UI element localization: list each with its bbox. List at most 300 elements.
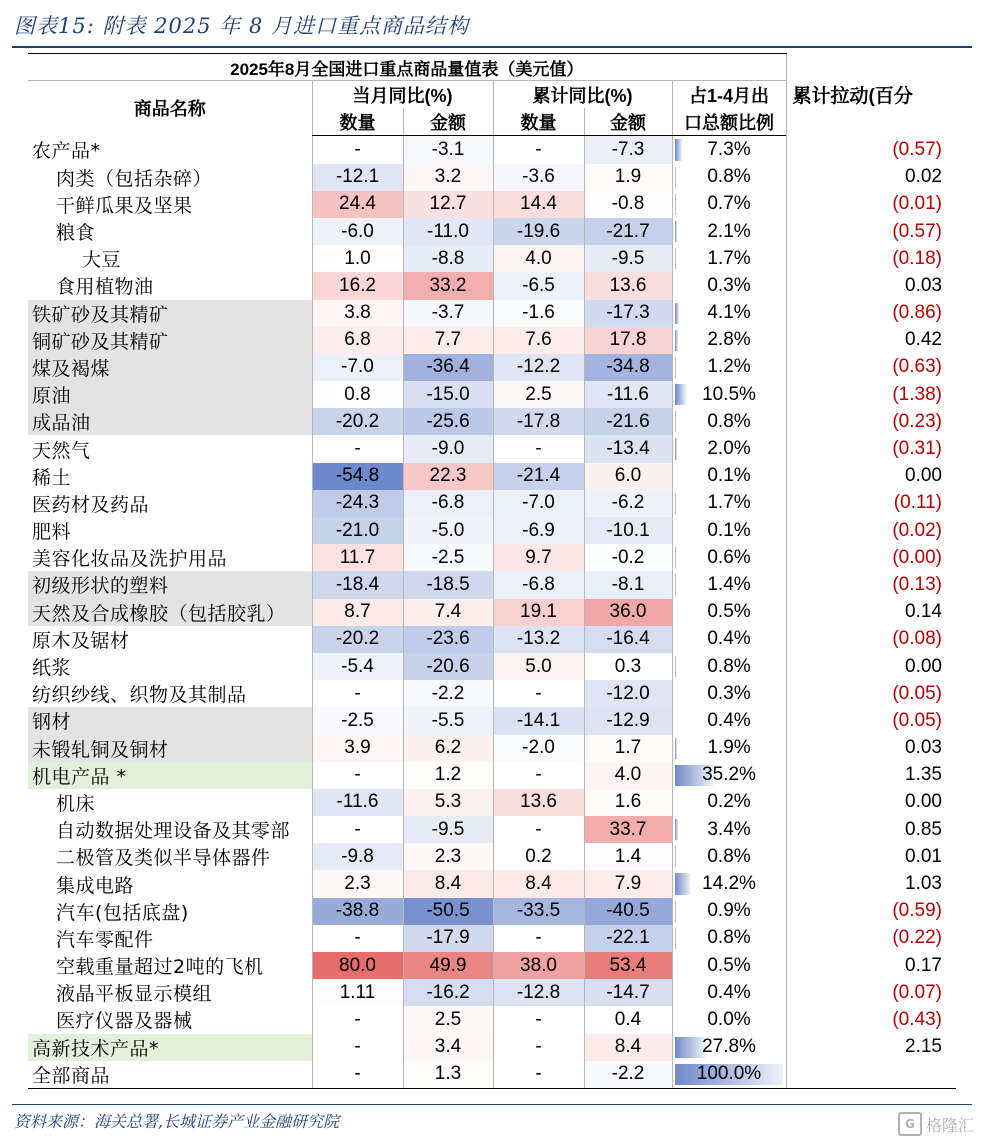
share-label: 35.2% — [702, 764, 756, 786]
row-name: 原木及锯材 — [28, 626, 312, 653]
cell-m-qty: -9.8 — [312, 843, 403, 870]
cell-share — [672, 164, 786, 191]
cell-m-qty: 24.4 — [312, 191, 403, 218]
cell-pull: (0.01) — [786, 191, 956, 218]
header-share-line1: 占1-4月出 — [672, 81, 786, 109]
table-row — [28, 191, 956, 218]
cell-share — [672, 327, 786, 354]
table-row — [28, 544, 956, 571]
cell-pull: 0.42 — [786, 327, 956, 354]
cell-share — [672, 789, 786, 816]
cell-pull: (0.11) — [786, 490, 956, 517]
row-name: 成品油 — [28, 408, 312, 435]
cell-m-qty: -24.3 — [312, 490, 403, 517]
cell-share — [672, 1034, 786, 1061]
table-row — [28, 435, 956, 462]
cell-share — [672, 1006, 786, 1033]
table-row — [28, 300, 956, 327]
share-label: 0.8% — [707, 927, 751, 949]
cell-m-amt: -17.9 — [403, 925, 493, 952]
table-row — [28, 707, 956, 734]
cell-m-amt: -18.5 — [403, 571, 493, 598]
cell-share — [672, 653, 786, 680]
share-bar — [675, 901, 676, 922]
cell-m-amt: 22.3 — [403, 463, 493, 490]
cell-m-amt: -8.8 — [403, 245, 493, 272]
table-row — [28, 979, 956, 1006]
cell-c-qty: - — [493, 680, 584, 707]
cell-c-amt: 33.7 — [584, 816, 672, 843]
cell-m-qty: 8.7 — [312, 599, 403, 626]
cell-pull: 2.15 — [786, 1034, 956, 1061]
row-name: 液晶平板显示模组 — [28, 979, 312, 1006]
cell-share — [672, 435, 786, 462]
share-label: 7.3% — [707, 138, 751, 160]
cell-m-qty: - — [312, 435, 403, 462]
table-row — [28, 816, 956, 843]
cell-c-qty: -6.5 — [493, 272, 584, 299]
cell-m-amt: -5.5 — [403, 707, 493, 734]
cell-m-amt: -9.0 — [403, 435, 493, 462]
cell-c-qty: 7.6 — [493, 327, 584, 354]
share-label: 0.8% — [707, 410, 751, 432]
cell-pull: (0.00) — [786, 544, 956, 571]
share-label: 1.9% — [707, 737, 751, 759]
share-bar — [675, 438, 677, 459]
cell-share — [672, 925, 786, 952]
share-bar — [675, 221, 677, 242]
row-name: 全部商品 — [28, 1061, 312, 1089]
table-row — [28, 762, 956, 789]
cell-c-amt: -13.4 — [584, 435, 672, 462]
share-label: 27.8% — [702, 1036, 756, 1058]
cell-pull: (0.02) — [786, 517, 956, 544]
row-name: 稀土 — [28, 463, 312, 490]
cell-pull: 0.00 — [786, 789, 956, 816]
row-name: 汽车零配件 — [28, 925, 312, 952]
cell-c-qty: - — [493, 435, 584, 462]
cell-c-amt: 1.7 — [584, 735, 672, 762]
import-goods-table — [28, 53, 956, 1089]
cell-m-amt: -5.0 — [403, 517, 493, 544]
cell-c-amt: 53.4 — [584, 952, 672, 979]
table-row — [28, 680, 956, 707]
cell-pull: (0.23) — [786, 408, 956, 435]
cell-c-amt: 8.4 — [584, 1034, 672, 1061]
cell-c-qty: -2.0 — [493, 735, 584, 762]
cell-pull: (0.22) — [786, 925, 956, 952]
cell-m-amt: 8.4 — [403, 870, 493, 897]
table-row — [28, 327, 956, 354]
share-bar — [675, 602, 676, 623]
cell-share — [672, 300, 786, 327]
header-month-qty: 数量 — [312, 108, 403, 136]
table-row — [28, 490, 956, 517]
cell-m-amt: 2.5 — [403, 1006, 493, 1033]
cell-m-amt: -15.0 — [403, 381, 493, 408]
cell-c-qty: -12.8 — [493, 979, 584, 1006]
cell-c-amt: -8.1 — [584, 571, 672, 598]
cell-c-amt: -14.7 — [584, 979, 672, 1006]
cell-pull — [786, 1061, 956, 1089]
cell-m-amt: 12.7 — [403, 191, 493, 218]
share-bar — [675, 819, 679, 840]
share-label: 2.1% — [707, 220, 751, 242]
cell-share — [672, 490, 786, 517]
table-row — [28, 925, 956, 952]
cell-share — [672, 463, 786, 490]
cell-share — [672, 952, 786, 979]
cell-c-qty: -12.2 — [493, 354, 584, 381]
share-bar — [675, 384, 686, 405]
cell-share — [672, 245, 786, 272]
share-bar — [675, 194, 676, 215]
cell-c-amt: 13.6 — [584, 272, 672, 299]
share-label: 0.8% — [707, 655, 751, 677]
cell-pull: (0.13) — [786, 571, 956, 598]
cell-c-qty: -13.2 — [493, 626, 584, 653]
share-bar — [675, 411, 676, 432]
share-label: 0.9% — [707, 900, 751, 922]
cell-share — [672, 191, 786, 218]
table-row — [28, 789, 956, 816]
share-label: 1.2% — [707, 356, 751, 378]
cell-m-qty: -5.4 — [312, 653, 403, 680]
cell-c-amt: 17.8 — [584, 327, 672, 354]
cell-c-amt: 1.6 — [584, 789, 672, 816]
cell-c-qty: -14.1 — [493, 707, 584, 734]
source-note: 资料来源：海关总署,长城证券产业金融研究院 — [14, 1112, 340, 1131]
row-name: 肉类（包括杂碎） — [28, 164, 312, 191]
cell-share — [672, 136, 786, 164]
cell-m-qty: -18.4 — [312, 571, 403, 598]
share-label: 10.5% — [702, 383, 756, 405]
cell-pull: 0.14 — [786, 599, 956, 626]
row-name: 干鲜瓜果及坚果 — [28, 191, 312, 218]
table-row — [28, 952, 956, 979]
cell-m-qty: 3.9 — [312, 735, 403, 762]
share-label: 0.8% — [707, 845, 751, 867]
cell-c-amt: -21.7 — [584, 218, 672, 245]
cell-share — [672, 354, 786, 381]
table-row — [28, 898, 956, 925]
share-bar — [675, 574, 677, 595]
cell-c-amt: -40.5 — [584, 898, 672, 925]
cell-m-amt: -3.7 — [403, 300, 493, 327]
cell-c-amt: -22.1 — [584, 925, 672, 952]
cell-m-amt: -25.6 — [403, 408, 493, 435]
cell-c-amt: 0.4 — [584, 1006, 672, 1033]
cell-pull: 0.00 — [786, 463, 956, 490]
cell-c-qty: -7.0 — [493, 490, 584, 517]
table-row — [28, 1034, 956, 1061]
share-bar — [675, 248, 677, 269]
cell-share — [672, 544, 786, 571]
cell-share — [672, 735, 786, 762]
header-cum-yoy: 累计同比(%) — [493, 81, 672, 109]
cell-pull: 1.03 — [786, 870, 956, 897]
share-label: 100.0% — [696, 1063, 762, 1085]
cell-c-qty: -21.4 — [493, 463, 584, 490]
cell-m-amt: 2.3 — [403, 843, 493, 870]
header-month-yoy: 当月同比(%) — [312, 81, 493, 109]
table-row — [28, 517, 956, 544]
table-row — [28, 164, 956, 191]
cell-c-qty: 2.5 — [493, 381, 584, 408]
share-label: 2.0% — [707, 438, 751, 460]
cell-m-amt: -2.5 — [403, 544, 493, 571]
cell-m-amt: -20.6 — [403, 653, 493, 680]
cell-c-amt: -10.1 — [584, 517, 672, 544]
share-bar — [675, 357, 676, 378]
cell-c-qty: 4.0 — [493, 245, 584, 272]
row-name: 天然气 — [28, 435, 312, 462]
row-name: 自动数据处理设备及其零部 — [28, 816, 312, 843]
cell-m-qty: -38.8 — [312, 898, 403, 925]
cell-c-amt: 4.0 — [584, 762, 672, 789]
cell-m-amt: -3.1 — [403, 136, 493, 164]
cell-m-qty: 6.8 — [312, 327, 403, 354]
cell-c-amt: -21.6 — [584, 408, 672, 435]
share-label: 0.3% — [707, 274, 751, 296]
cell-m-qty: 11.7 — [312, 544, 403, 571]
cell-c-qty: - — [493, 1006, 584, 1033]
share-bar — [675, 167, 676, 188]
table-row — [28, 599, 956, 626]
share-label: 0.4% — [707, 981, 751, 1003]
cell-pull: (0.57) — [786, 136, 956, 164]
cell-share — [672, 979, 786, 1006]
cell-m-qty: - — [312, 925, 403, 952]
row-name: 未锻轧铜及铜材 — [28, 735, 312, 762]
cell-c-amt: -11.6 — [584, 381, 672, 408]
cell-c-amt: -9.5 — [584, 245, 672, 272]
table-row — [28, 272, 956, 299]
row-name: 美容化妆品及洗护用品 — [28, 544, 312, 571]
cell-c-qty: 38.0 — [493, 952, 584, 979]
cell-pull: 0.03 — [786, 735, 956, 762]
cell-share — [672, 816, 786, 843]
cell-m-qty: 2.3 — [312, 870, 403, 897]
share-label: 0.7% — [707, 193, 751, 215]
cell-m-qty: - — [312, 680, 403, 707]
cell-c-amt: -12.0 — [584, 680, 672, 707]
row-name: 天然及合成橡胶（包括胶乳） — [28, 599, 312, 626]
cell-m-qty: -21.0 — [312, 517, 403, 544]
table-row — [28, 735, 956, 762]
row-name: 粮食 — [28, 218, 312, 245]
cell-share — [672, 762, 786, 789]
row-name: 高新技术产品* — [28, 1034, 312, 1061]
cell-m-qty: -7.0 — [312, 354, 403, 381]
cell-c-qty: - — [493, 1034, 584, 1061]
cell-c-amt: -16.4 — [584, 626, 672, 653]
table-row — [28, 408, 956, 435]
table-row — [28, 653, 956, 680]
header-month-amt: 金额 — [403, 108, 493, 136]
row-name: 集成电路 — [28, 870, 312, 897]
cell-pull: (0.86) — [786, 300, 956, 327]
share-label: 0.4% — [707, 628, 751, 650]
cell-c-qty: - — [493, 136, 584, 164]
cell-m-qty: 1.11 — [312, 979, 403, 1006]
cell-share — [672, 272, 786, 299]
cell-c-amt: 7.9 — [584, 870, 672, 897]
cell-c-qty: 8.4 — [493, 870, 584, 897]
share-label: 0.0% — [707, 1008, 751, 1030]
cell-share — [672, 843, 786, 870]
cell-c-qty: 13.6 — [493, 789, 584, 816]
table-row — [28, 1006, 956, 1033]
figure-title: 图表15: 附表 2025 年 8 月进口重点商品结构 — [14, 14, 469, 38]
share-label: 14.2% — [702, 873, 756, 895]
table-row — [28, 571, 956, 598]
share-label: 0.8% — [707, 166, 751, 188]
cell-m-amt: -36.4 — [403, 354, 493, 381]
cell-share — [672, 381, 786, 408]
share-label: 1.4% — [707, 573, 751, 595]
cell-c-qty: 19.1 — [493, 599, 584, 626]
cell-c-qty: - — [493, 1061, 584, 1089]
cell-pull: (0.57) — [786, 218, 956, 245]
cell-m-amt: 49.9 — [403, 952, 493, 979]
cell-m-qty: -2.5 — [312, 707, 403, 734]
share-label: 0.5% — [707, 954, 751, 976]
cell-c-amt: -7.3 — [584, 136, 672, 164]
cell-c-qty: - — [493, 762, 584, 789]
cell-share — [672, 898, 786, 925]
cell-c-qty: -17.8 — [493, 408, 584, 435]
cell-share — [672, 408, 786, 435]
cell-c-amt: -17.3 — [584, 300, 672, 327]
row-name: 煤及褐煤 — [28, 354, 312, 381]
table-caption: 2025年8月全国进口重点商品量值表（美元值） — [28, 54, 786, 81]
row-name: 医疗仪器及器械 — [28, 1006, 312, 1033]
share-bar — [675, 738, 677, 759]
share-bar — [675, 330, 678, 351]
cell-pull: (0.08) — [786, 626, 956, 653]
share-bar — [675, 547, 676, 568]
share-bar — [675, 303, 679, 324]
row-name: 机床 — [28, 789, 312, 816]
cell-pull: (0.43) — [786, 1006, 956, 1033]
cell-c-amt: 1.4 — [584, 843, 672, 870]
share-label: 0.2% — [707, 791, 751, 813]
cell-c-amt: -34.8 — [584, 354, 672, 381]
cell-c-amt: 36.0 — [584, 599, 672, 626]
cell-pull: (0.59) — [786, 898, 956, 925]
share-label: 2.8% — [707, 329, 751, 351]
row-name: 食用植物油 — [28, 272, 312, 299]
cell-m-amt: 3.4 — [403, 1034, 493, 1061]
cell-c-qty: 9.7 — [493, 544, 584, 571]
cell-share — [672, 626, 786, 653]
cell-m-amt: 33.2 — [403, 272, 493, 299]
header-name: 商品名称 — [133, 99, 206, 120]
cell-c-amt: -6.2 — [584, 490, 672, 517]
cell-m-amt: 7.7 — [403, 327, 493, 354]
share-label: 1.7% — [707, 492, 751, 514]
cell-m-amt: 7.4 — [403, 599, 493, 626]
cell-pull: (0.07) — [786, 979, 956, 1006]
cell-m-amt: -23.6 — [403, 626, 493, 653]
header-share-line2: 口总额比例 — [672, 108, 786, 136]
cell-pull: 1.35 — [786, 762, 956, 789]
cell-pull: (0.05) — [786, 707, 956, 734]
cell-m-amt: -9.5 — [403, 816, 493, 843]
cell-share — [672, 1061, 786, 1089]
cell-m-qty: 16.2 — [312, 272, 403, 299]
cell-c-amt: 6.0 — [584, 463, 672, 490]
cell-pull: 0.85 — [786, 816, 956, 843]
cell-share — [672, 517, 786, 544]
cell-c-amt: -0.8 — [584, 191, 672, 218]
cell-pull: (0.18) — [786, 245, 956, 272]
cell-c-qty: -1.6 — [493, 300, 584, 327]
cell-m-qty: -11.6 — [312, 789, 403, 816]
cell-pull: (1.38) — [786, 381, 956, 408]
cell-m-qty: - — [312, 136, 403, 164]
table-row — [28, 218, 956, 245]
cell-c-qty: 0.2 — [493, 843, 584, 870]
cell-m-qty: - — [312, 1006, 403, 1033]
share-label: 3.4% — [707, 818, 751, 840]
share-bar — [675, 846, 676, 867]
cell-share — [672, 599, 786, 626]
cell-pull: 0.03 — [786, 272, 956, 299]
cell-c-qty: -19.6 — [493, 218, 584, 245]
watermark-logo: G 格隆汇 — [898, 1112, 974, 1136]
row-name: 肥料 — [28, 517, 312, 544]
row-name: 铁矿砂及其精矿 — [28, 300, 312, 327]
header-pull: 累计拉动(百分 — [786, 54, 956, 136]
cell-m-qty: - — [312, 1034, 403, 1061]
row-name: 医药材及药品 — [28, 490, 312, 517]
title-divider — [12, 46, 972, 48]
logo-icon: G — [898, 1112, 922, 1136]
cell-c-amt: -2.2 — [584, 1061, 672, 1089]
cell-m-amt: -2.2 — [403, 680, 493, 707]
row-name: 铜矿砂及其精矿 — [28, 327, 312, 354]
cell-c-qty: 14.4 — [493, 191, 584, 218]
cell-c-qty: -6.9 — [493, 517, 584, 544]
cell-m-qty: - — [312, 762, 403, 789]
cell-m-amt: 3.2 — [403, 164, 493, 191]
table-row — [28, 626, 956, 653]
cell-m-amt: 1.3 — [403, 1061, 493, 1089]
share-label: 1.7% — [707, 247, 751, 269]
share-bar — [675, 139, 683, 160]
cell-m-qty: -20.2 — [312, 408, 403, 435]
header-cum-amt: 金额 — [584, 108, 672, 136]
table-row — [28, 354, 956, 381]
cell-m-qty: -12.1 — [312, 164, 403, 191]
table-row — [28, 381, 956, 408]
cell-c-qty: -6.8 — [493, 571, 584, 598]
row-name: 二极管及类似半导体器件 — [28, 843, 312, 870]
cell-share — [672, 680, 786, 707]
table-row — [28, 245, 956, 272]
table-row — [28, 870, 956, 897]
share-label: 0.5% — [707, 601, 751, 623]
row-name: 初级形状的塑料 — [28, 571, 312, 598]
cell-m-qty: 1.0 — [312, 245, 403, 272]
share-label: 4.1% — [707, 302, 751, 324]
cell-m-qty: 0.8 — [312, 381, 403, 408]
table-row — [28, 463, 956, 490]
share-label: 0.3% — [707, 682, 751, 704]
cell-c-qty: - — [493, 816, 584, 843]
